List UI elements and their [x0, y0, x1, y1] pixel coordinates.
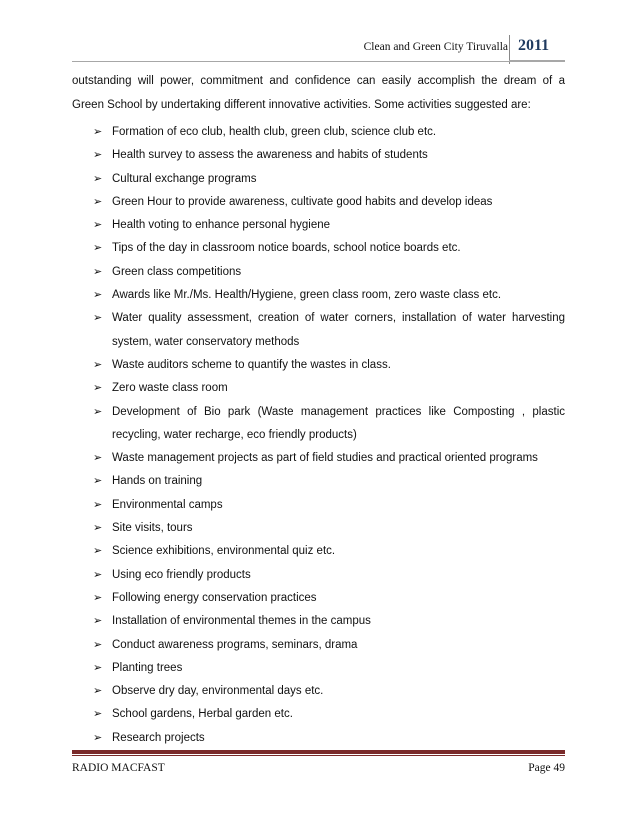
- list-item: ➢ School gardens, Herbal garden etc.: [93, 703, 565, 726]
- list-item: ➢ Site visits, tours: [93, 517, 565, 540]
- list-item: ➢ Planting trees: [93, 657, 565, 680]
- header-year: 2011: [518, 37, 550, 54]
- arrow-bullet-icon: ➢: [93, 405, 103, 418]
- list-item: ➢ Waste auditors scheme to quantify the wastes in class.: [93, 354, 565, 377]
- list-item: ➢ Observe dry day, environmental days etc.: [93, 680, 565, 703]
- arrow-bullet-icon: ➢: [93, 685, 103, 698]
- arrow-bullet-icon: ➢: [93, 638, 103, 651]
- arrow-bullet-icon: ➢: [93, 452, 103, 465]
- footer-publisher: RADIO MACFAST: [72, 762, 165, 774]
- arrow-bullet-icon: ➢: [93, 545, 103, 558]
- footer-rule-thick: [72, 750, 565, 754]
- arrow-bullet-icon: ➢: [93, 382, 103, 395]
- arrow-bullet-icon: ➢: [93, 289, 103, 302]
- arrow-bullet-icon: ➢: [93, 498, 103, 511]
- list-item: ➢ Zero waste class room: [93, 377, 565, 400]
- list-item: ➢ Conduct awareness programs, seminars, drama: [93, 634, 565, 657]
- list-item: ➢ Tips of the day in classroom notice boards, school notice boards etc.: [93, 237, 565, 260]
- header-rule: [72, 61, 509, 62]
- list-item: ➢ Development of Bio park (Waste management practices like Composting , plastic recycling, water recharge, eco friendly products): [93, 401, 565, 448]
- list-item: ➢ Cultural exchange programs: [93, 168, 565, 191]
- arrow-bullet-icon: ➢: [93, 731, 103, 744]
- arrow-bullet-icon: ➢: [93, 195, 103, 208]
- header-rule-accent: [509, 60, 565, 62]
- list-item: ➢ Hands on training: [93, 470, 565, 493]
- arrow-bullet-icon: ➢: [93, 312, 103, 325]
- list-item: ➢ Using eco friendly products: [93, 564, 565, 587]
- intro-paragraph: [72, 70, 565, 117]
- arrow-bullet-icon: ➢: [93, 708, 103, 721]
- arrow-bullet-icon: ➢: [93, 219, 103, 232]
- list-item: ➢ Research projects: [93, 727, 565, 750]
- arrow-bullet-icon: ➢: [93, 149, 103, 162]
- arrow-bullet-icon: ➢: [93, 568, 103, 581]
- arrow-bullet-icon: ➢: [93, 242, 103, 255]
- list-item: ➢ Health survey to assess the awareness and habits of students: [93, 144, 565, 167]
- list-item: ➢ Installation of environmental themes in the campus: [93, 610, 565, 633]
- arrow-bullet-icon: ➢: [93, 615, 103, 628]
- list-item: ➢ Awards like Mr./Ms. Health/Hygiene, green class room, zero waste class etc.: [93, 284, 565, 307]
- list-item: ➢ Science exhibitions, environmental quiz etc.: [93, 540, 565, 563]
- intro-line-1: outstanding will power, commitment and confidence can easily accomplish the dream of a: [72, 75, 565, 87]
- activity-list: [93, 121, 565, 750]
- header-title: Clean and Green City Tiruvalla: [363, 41, 508, 53]
- arrow-bullet-icon: ➢: [93, 358, 103, 371]
- list-item: ➢ Green Hour to provide awareness, cultivate good habits and develop ideas: [93, 191, 565, 214]
- list-item: ➢ Water quality assessment, creation of water corners, installation of water harvesting system, water conservatory methods: [93, 307, 565, 354]
- arrow-bullet-icon: ➢: [93, 522, 103, 535]
- arrow-bullet-icon: ➢: [93, 126, 103, 138]
- arrow-bullet-icon: ➢: [93, 591, 103, 604]
- list-item: ➢ Environmental camps: [93, 494, 565, 517]
- list-item: ➢ Health voting to enhance personal hygiene: [93, 214, 565, 237]
- footer-page-number: Page 49: [528, 762, 565, 774]
- arrow-bullet-icon: ➢: [93, 265, 103, 278]
- list-item: ➢ Following energy conservation practices: [93, 587, 565, 610]
- list-item: ➢ Waste management projects as part of field studies and practical oriented programs: [93, 447, 565, 470]
- list-item: ➢ Green class competitions: [93, 261, 565, 284]
- footer-rule-thin: [72, 755, 565, 756]
- arrow-bullet-icon: ➢: [93, 172, 103, 185]
- arrow-bullet-icon: ➢: [93, 661, 103, 674]
- intro-line-2: Green School by undertaking different innovative activities. Some activities suggested are:: [72, 98, 531, 111]
- list-item: ➢ Formation of eco club, health club, green club, science club etc.: [93, 121, 565, 144]
- arrow-bullet-icon: ➢: [93, 475, 103, 488]
